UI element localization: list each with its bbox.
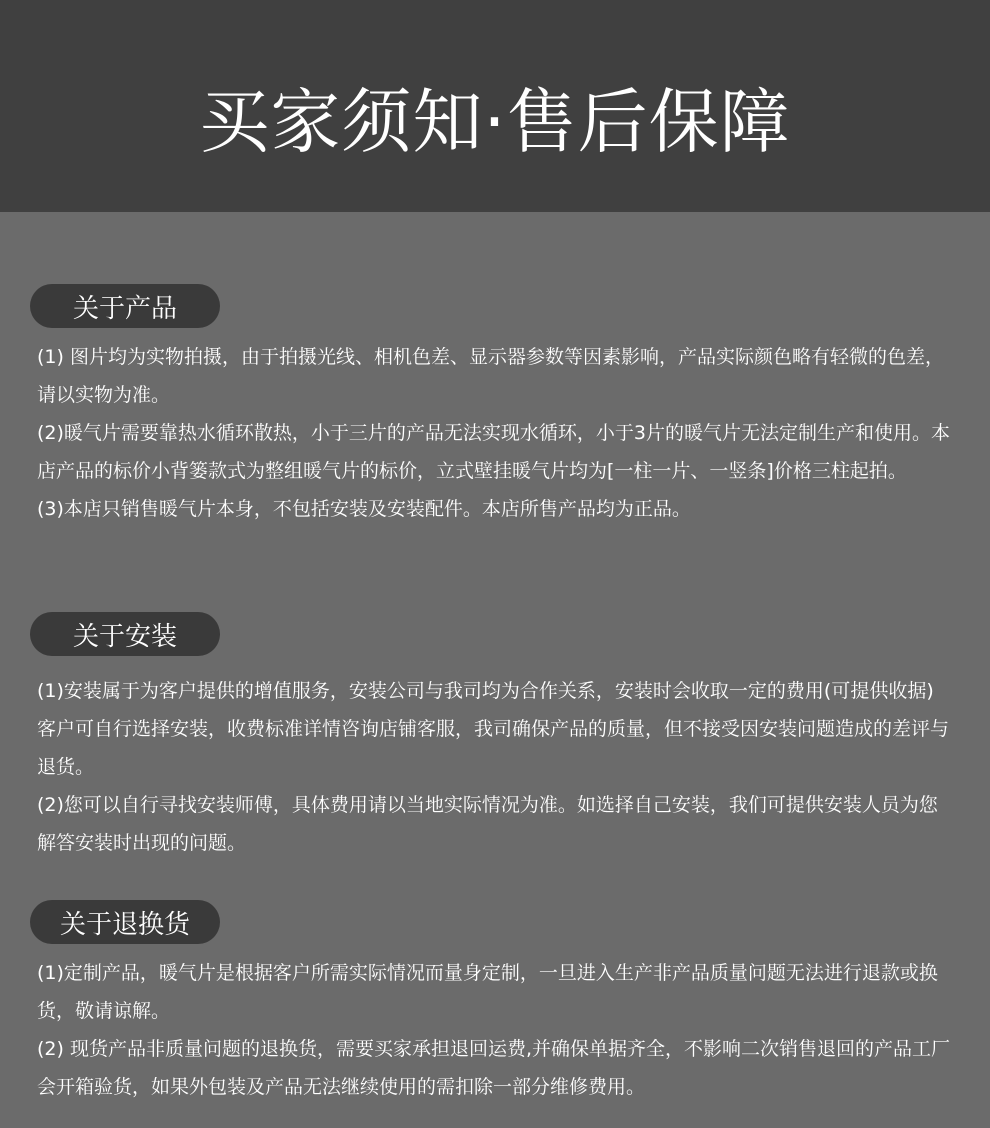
section-title-product: 关于产品 [30,284,220,328]
paragraph: (3)本店只销售暖气片本身，不包括安装及安装配件。本店所售产品均为正品。 [37,498,691,520]
paragraph: (1)定制产品，暖气片是根据客户所需实际情况而量身定制，一旦进入生产非产品质量问题无法进行退款或换货，敬请谅解。 [37,962,938,1022]
section-title-returns: 关于退换货 [30,900,220,944]
section-title-installation: 关于安装 [30,612,220,656]
section-body-installation [37,672,952,862]
section-body-product [37,338,952,528]
paragraph: (2)暖气片需要靠热水循环散热，小于三片的产品无法实现水循环，小于3片的暖气片无法定制生产和使用。本店产品的标价小背篓款式为整组暖气片的标价，立式壁挂暖气片均为[一柱一片、一竖条]价格三柱起拍。 [37,422,951,482]
paragraph: (2) 现货产品非质量问题的退换货，需要买家承担退回运费,并确保单据齐全，不影响二次销售退回的产品工厂会开箱验货，如果外包装及产品无法继续使用的需扣除一部分维修费用。 [37,1038,950,1098]
page-title: 买家须知·售后保障 [199,80,791,163]
section-body-returns [37,954,952,1106]
paragraph: (1)安装属于为客户提供的增值服务，安装公司与我司均为合作关系，安装时会收取一定的费用(可提供收据)客户可自行选择安装，收费标准详情咨询店铺客服，我司确保产品的质量，但不接受因安装问题造成的差评与退货。 [37,680,950,778]
paragraph: (1) 图片均为实物拍摄，由于拍摄光线、相机色差、显示器参数等因素影响，产品实际颜色略有轻微的色差，请以实物为准。 [37,346,944,406]
header-banner [0,0,990,212]
paragraph: (2)您可以自行寻找安装师傅，具体费用请以当地实际情况为准。如选择自己安装，我们可提供安装人员为您解答安装时出现的问题。 [37,794,938,854]
